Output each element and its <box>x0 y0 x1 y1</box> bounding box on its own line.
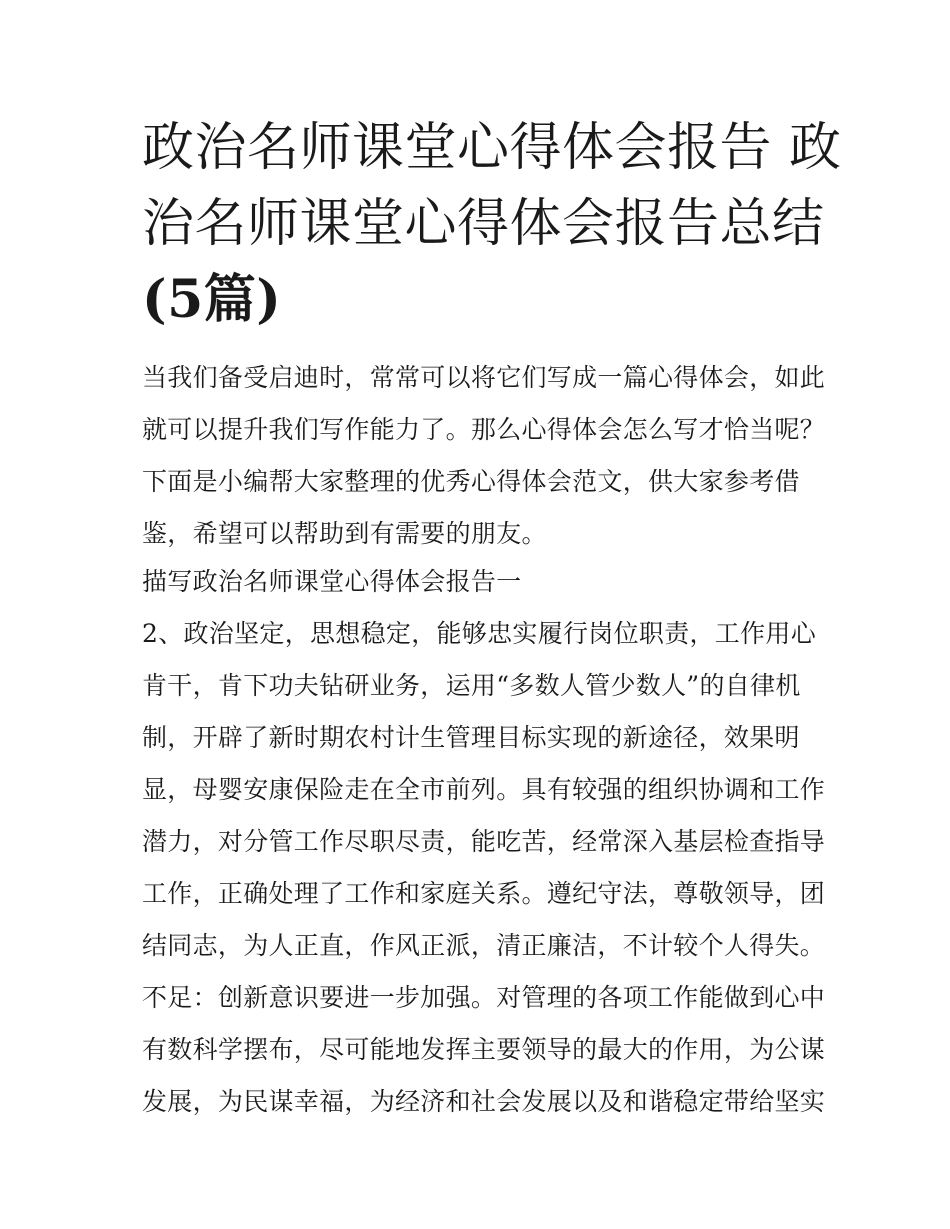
body-line-3: 制，开辟了新时期农村计生管理目标实现的新途径，效果明 <box>142 723 800 752</box>
document-title <box>142 110 842 338</box>
body-line-1: 2、政治坚定，思想稳定，能够忠实履行岗位职责，工作用心 <box>142 619 817 648</box>
intro-line-1: 当我们备受启迪时，常常可以将它们写成一篇心得体会，如此 <box>142 363 826 392</box>
body-line-2: 肯干，肯下功夫钻研业务，运用“多数人管少数人”的自律机 <box>142 671 801 700</box>
body-line-10: 发展，为民谋幸福，为经济和社会发展以及和谐稳定带给坚实 <box>142 1087 826 1116</box>
title-line-3: (5篇) <box>142 269 282 330</box>
section-heading: 描写政治名师课堂心得体会报告一 <box>142 567 522 596</box>
body-line-4: 显，母婴安康保险走在全市前列。具有较强的组织协调和工作 <box>142 775 826 804</box>
body-line-8: 不足：创新意识要进一步加强。对管理的各项工作能做到心中 <box>142 983 826 1012</box>
body-line-7: 结同志，为人正直，作风正派，清正廉洁，不计较个人得失。 <box>142 931 826 960</box>
intro-line-3: 下面是小编帮大家整理的优秀心得体会范文，供大家参考借 <box>142 467 800 496</box>
body-line-6: 工作，正确处理了工作和家庭关系。遵纪守法，尊敬领导，团 <box>142 879 826 908</box>
intro-line-4: 鉴，希望可以帮助到有需要的朋友。 <box>142 519 547 548</box>
body-line-9: 有数科学摆布，尽可能地发挥主要领导的最大的作用，为公谋 <box>142 1035 826 1064</box>
intro-line-2: 就可以提升我们写作能力了。那么心得体会怎么写才恰当呢？ <box>142 415 826 444</box>
body-line-5: 潜力，对分管工作尽职尽责，能吃苦，经常深入基层检查指导 <box>142 827 826 856</box>
title-line-2: 治名师课堂心得体会报告总结 <box>142 194 825 254</box>
title-line-1: 政治名师课堂心得体会报告 政 <box>142 118 842 178</box>
